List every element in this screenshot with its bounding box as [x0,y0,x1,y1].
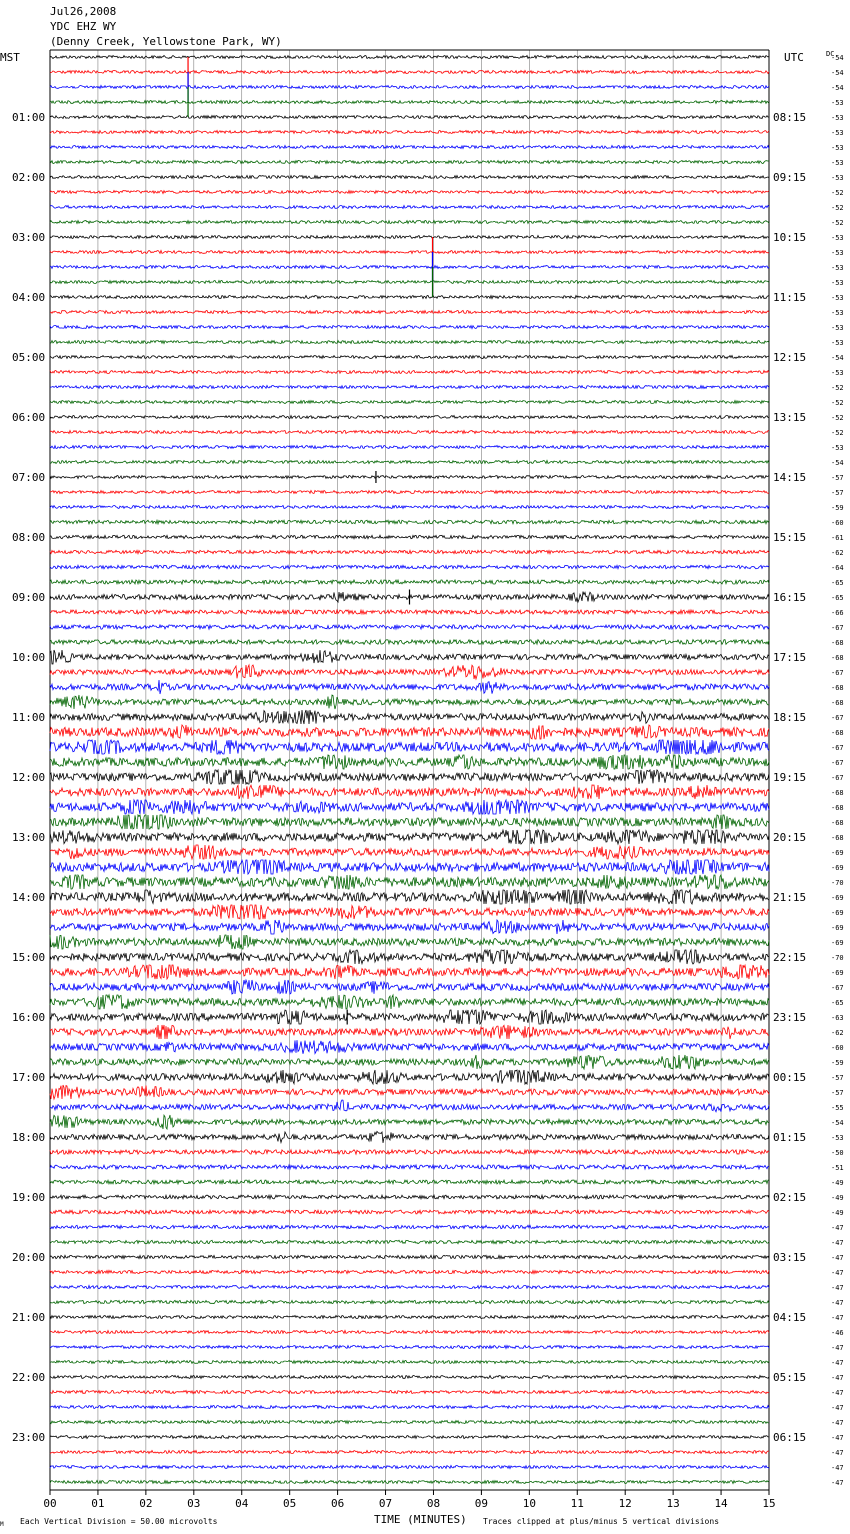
dc-offset-58: -69 [831,924,844,932]
dc-offset-77: -49 [831,1209,844,1217]
dc-offset-1: -54 [831,69,844,77]
dc-offset-28: -57 [831,474,844,482]
utc-label-10: 17:15 [773,651,807,664]
trace-44 [50,710,769,724]
dc-offset-78: -47 [831,1224,844,1232]
trace-3 [50,101,769,104]
trace-8 [50,176,769,179]
mst-label-18: 18:00 [12,1131,46,1144]
utc-label-12: 19:15 [773,771,807,784]
trace-27 [50,461,769,464]
dc-offset-23: -52 [831,399,844,407]
trace-86 [50,1346,769,1349]
dc-offset-55: -70 [831,879,844,887]
header-date: Jul26,2008 [50,5,117,18]
trace-64 [50,1010,769,1024]
trace-53 [50,845,769,859]
dc-offset-20: -54 [831,354,844,362]
trace-50 [50,800,769,814]
trace-54 [50,860,769,874]
dc-offset-46: -67 [831,744,844,752]
trace-42 [50,680,769,694]
mst-label-4: 04:00 [12,291,46,304]
trace-90 [50,1406,769,1409]
dc-offset-30: -59 [831,504,844,512]
dc-offset-68: -57 [831,1074,844,1082]
dc-offset-91: -47 [831,1419,844,1427]
x-tick-09: 09 [474,1497,489,1510]
trace-43 [50,695,769,709]
trace-60 [50,950,769,964]
dc-offset-73: -50 [831,1149,844,1157]
dc-offset-93: -47 [831,1449,844,1457]
utc-label-1: 08:15 [773,111,807,124]
dc-offset-32: -61 [831,534,844,542]
dc-offset-56: -69 [831,894,844,902]
trace-76 [50,1195,769,1199]
dc-offset-11: -52 [831,219,844,227]
trace-51 [50,815,769,829]
trace-6 [50,146,769,149]
utc-label-16: 23:15 [773,1011,807,1024]
footer-clip-note: Traces clipped at plus/minus 5 vertical divisions [483,1517,720,1526]
dc-offset-26: -53 [831,444,844,452]
trace-12 [50,236,769,239]
dc-offset-60: -70 [831,954,844,962]
trace-81 [50,1270,769,1273]
trace-49 [50,785,769,799]
mst-label-11: 11:00 [12,711,46,724]
dc-offset-37: -66 [831,609,844,617]
dc-offset-66: -60 [831,1044,844,1052]
mst-label-13: 13:00 [12,831,46,844]
utc-label-15: 22:15 [773,951,807,964]
utc-label-19: 02:15 [773,1191,807,1204]
dc-offset-31: -60 [831,519,844,527]
dc-label: DC [826,50,835,58]
dc-offset-8: -53 [831,174,844,182]
trace-20 [50,356,769,359]
utc-label-9: 16:15 [773,591,807,604]
dc-offset-29: -57 [831,489,844,497]
corner-mark: M [0,1521,4,1528]
dc-offset-41: -67 [831,669,844,677]
dc-offset-15: -53 [831,279,844,287]
dc-offset-75: -49 [831,1179,844,1187]
dc-offset-86: -47 [831,1344,844,1352]
dc-offset-89: -47 [831,1389,844,1397]
dc-offset-18: -53 [831,324,844,332]
mst-label-23: 23:00 [12,1431,46,1444]
dc-offset-43: -68 [831,699,844,707]
trace-19 [50,341,769,344]
trace-56 [50,890,769,904]
mst-label-5: 05:00 [12,351,46,364]
trace-2 [50,86,769,89]
trace-62 [50,980,769,994]
trace-0 [50,56,769,59]
trace-31 [50,520,769,524]
x-tick-13: 13 [666,1497,680,1510]
dc-offset-54: -69 [831,864,844,872]
dc-offset-53: -69 [831,849,844,857]
dc-offset-59: -69 [831,939,844,947]
dc-offset-85: -46 [831,1329,844,1337]
dc-offset-69: -57 [831,1089,844,1097]
x-tick-10: 10 [522,1497,536,1510]
dc-offset-94: -47 [831,1464,844,1472]
trace-69 [50,1085,769,1099]
mst-label-7: 07:00 [12,471,46,484]
trace-28 [50,476,769,479]
trace-70 [50,1100,769,1112]
x-tick-02: 02 [139,1497,153,1510]
trace-17 [50,311,769,314]
dc-offset-36: -65 [831,594,844,602]
trace-37 [50,610,769,614]
mst-label-12: 12:00 [12,771,46,784]
trace-79 [50,1240,769,1243]
dc-offset-64: -63 [831,1014,844,1022]
right-zone-label: UTC [784,51,804,64]
trace-77 [50,1210,769,1214]
trace-35 [50,580,769,584]
x-tick-06: 06 [330,1497,345,1510]
utc-label-5: 12:15 [773,351,807,364]
dc-offset-72: -53 [831,1134,844,1142]
dc-offset-19: -53 [831,339,844,347]
trace-16 [50,296,769,299]
utc-hour-labels [773,111,806,1444]
dc-offset-labels [831,54,844,1487]
trace-30 [50,506,769,509]
dc-offset-81: -47 [831,1269,844,1277]
trace-58 [50,920,769,934]
trace-26 [50,446,769,449]
trace-59 [50,935,769,949]
mst-label-9: 09:00 [12,591,46,604]
dc-offset-40: -68 [831,654,844,662]
dc-offset-82: -47 [831,1284,844,1292]
dc-offset-45: -68 [831,729,844,737]
utc-label-14: 21:15 [773,891,807,904]
dc-offset-48: -67 [831,774,844,782]
trace-65 [50,1025,769,1039]
trace-93 [50,1451,769,1454]
dc-offset-79: -47 [831,1239,844,1247]
dc-offset-2: -54 [831,84,844,92]
dc-offset-39: -68 [831,639,844,647]
left-zone-label: MST [0,51,20,64]
x-tick-05: 05 [283,1497,297,1510]
x-tick-00: 00 [43,1497,57,1510]
utc-label-8: 15:15 [773,531,807,544]
utc-label-4: 11:15 [773,291,807,304]
trace-47 [50,755,769,769]
dc-offset-57: -69 [831,909,844,917]
trace-22 [50,386,769,389]
trace-10 [50,206,769,209]
dc-offset-35: -65 [831,579,844,587]
dc-offset-16: -53 [831,294,844,302]
dc-offset-90: -47 [831,1404,844,1412]
dc-offset-9: -52 [831,189,844,197]
dc-offset-4: -53 [831,114,844,122]
dc-offset-5: -53 [831,129,844,137]
utc-label-2: 09:15 [773,171,807,184]
dc-offset-38: -67 [831,624,844,632]
mst-label-21: 21:00 [12,1311,46,1324]
dc-offset-84: -47 [831,1314,844,1322]
mst-label-17: 17:00 [12,1071,46,1084]
trace-95 [50,1481,769,1484]
trace-82 [50,1285,769,1288]
trace-87 [50,1361,769,1364]
trace-33 [50,550,769,553]
dc-offset-87: -47 [831,1359,844,1367]
dc-offset-51: -68 [831,819,844,827]
dc-offset-61: -69 [831,969,844,977]
mst-label-1: 01:00 [12,111,46,124]
dc-offset-49: -68 [831,789,844,797]
trace-38 [50,625,769,629]
mst-label-2: 02:00 [12,171,46,184]
utc-label-22: 05:15 [773,1371,807,1384]
dc-offset-24: -52 [831,414,844,422]
trace-29 [50,491,769,494]
trace-46 [50,740,769,754]
dc-offset-13: -53 [831,249,844,257]
mst-hour-labels [12,111,45,1444]
dc-offset-92: -47 [831,1434,844,1442]
dc-offset-14: -53 [831,264,844,272]
dc-offset-3: -53 [831,99,844,107]
dc-offset-6: -53 [831,144,844,152]
trace-5 [50,131,769,134]
trace-39 [50,640,769,645]
mst-label-14: 14:00 [12,891,46,904]
dc-offset-63: -65 [831,999,844,1007]
dc-offset-88: -47 [831,1374,844,1382]
trace-75 [50,1180,769,1184]
dc-offset-67: -59 [831,1059,844,1067]
dc-offset-76: -49 [831,1194,844,1202]
trace-78 [50,1225,769,1229]
trace-23 [50,401,769,404]
header-station: YDC EHZ WY [50,20,117,33]
dc-offset-52: -68 [831,834,844,842]
dc-offset-62: -67 [831,984,844,992]
header-location: (Denny Creek, Yellowstone Park, WY) [50,35,282,48]
utc-label-11: 18:15 [773,711,807,724]
trace-41 [50,665,769,679]
utc-label-21: 04:15 [773,1311,807,1324]
trace-68 [50,1070,769,1084]
trace-61 [50,965,769,979]
utc-label-3: 10:15 [773,231,807,244]
x-tick-11: 11 [570,1497,584,1510]
x-axis-ticks [43,1490,775,1510]
utc-label-18: 01:15 [773,1131,807,1144]
trace-80 [50,1255,769,1258]
trace-7 [50,161,769,164]
dc-offset-12: -53 [831,234,844,242]
trace-89 [50,1391,769,1394]
x-tick-15: 15 [762,1497,776,1510]
trace-15 [50,281,769,284]
dc-offset-74: -51 [831,1164,844,1172]
mst-label-3: 03:00 [12,231,46,244]
footer-scale-note: Each Vertical Division = 50.00 microvolts [20,1517,218,1526]
trace-1 [50,71,769,74]
trace-24 [50,416,769,419]
x-tick-04: 04 [235,1497,249,1510]
trace-34 [50,565,769,569]
trace-14 [50,266,769,269]
trace-45 [50,725,769,739]
dc-offset-22: -52 [831,384,844,392]
trace-83 [50,1300,769,1303]
trace-91 [50,1421,769,1424]
trace-40 [50,650,769,664]
utc-label-17: 00:15 [773,1071,807,1084]
trace-48 [50,770,769,784]
dc-offset-27: -54 [831,459,844,467]
dc-offset-71: -54 [831,1119,844,1127]
dc-offset-47: -67 [831,759,844,767]
dc-offset-17: -53 [831,309,844,317]
trace-52 [50,830,769,844]
x-tick-07: 07 [378,1497,393,1510]
mst-label-15: 15:00 [12,951,46,964]
mst-label-19: 19:00 [12,1191,46,1204]
dc-offset-70: -55 [831,1104,844,1112]
mst-label-6: 06:00 [12,411,46,424]
dc-offset-21: -53 [831,369,844,377]
trace-25 [50,431,769,434]
utc-label-23: 06:15 [773,1431,807,1444]
trace-32 [50,535,769,538]
trace-63 [50,995,769,1009]
trace-21 [50,371,769,374]
dc-offset-25: -52 [831,429,844,437]
trace-67 [50,1055,769,1069]
dc-offset-34: -64 [831,564,844,572]
dc-offset-95: -47 [831,1479,844,1487]
mst-label-22: 22:00 [12,1371,46,1384]
utc-label-7: 14:15 [773,471,807,484]
trace-72 [50,1131,769,1143]
x-tick-12: 12 [618,1497,632,1510]
trace-66 [50,1040,769,1054]
trace-18 [50,326,769,329]
dc-offset-7: -53 [831,159,844,167]
trace-88 [50,1376,769,1379]
mst-label-16: 16:00 [12,1011,46,1024]
x-tick-03: 03 [187,1497,201,1510]
dc-offset-50: -68 [831,804,844,812]
x-tick-01: 01 [91,1497,105,1510]
trace-85 [50,1331,769,1334]
dc-offset-33: -62 [831,549,844,557]
mst-label-8: 08:00 [12,531,46,544]
trace-94 [50,1466,769,1469]
trace-4 [50,116,769,119]
utc-label-20: 03:15 [773,1251,807,1264]
x-axis-title: TIME (MINUTES) [374,1513,467,1526]
dc-offset-65: -62 [831,1029,844,1037]
trace-92 [50,1436,769,1439]
trace-73 [50,1150,769,1154]
trace-13 [50,251,769,254]
utc-label-6: 13:15 [773,411,807,424]
trace-71 [50,1115,769,1129]
dc-offset-80: -47 [831,1254,844,1262]
trace-57 [50,905,769,919]
trace-84 [50,1316,769,1319]
mst-label-10: 10:00 [12,651,46,664]
dc-offset-10: -52 [831,204,844,212]
seismic-traces [50,56,769,1484]
trace-74 [50,1165,769,1169]
mst-label-20: 20:00 [12,1251,46,1264]
x-tick-14: 14 [714,1497,728,1510]
utc-label-13: 20:15 [773,831,807,844]
x-tick-08: 08 [426,1497,441,1510]
dc-offset-44: -67 [831,714,844,722]
trace-9 [50,191,769,194]
dc-offset-83: -47 [831,1299,844,1307]
dc-offset-0: -54 [831,54,844,62]
trace-55 [50,875,769,889]
dc-offset-42: -68 [831,684,844,692]
trace-11 [50,221,769,224]
